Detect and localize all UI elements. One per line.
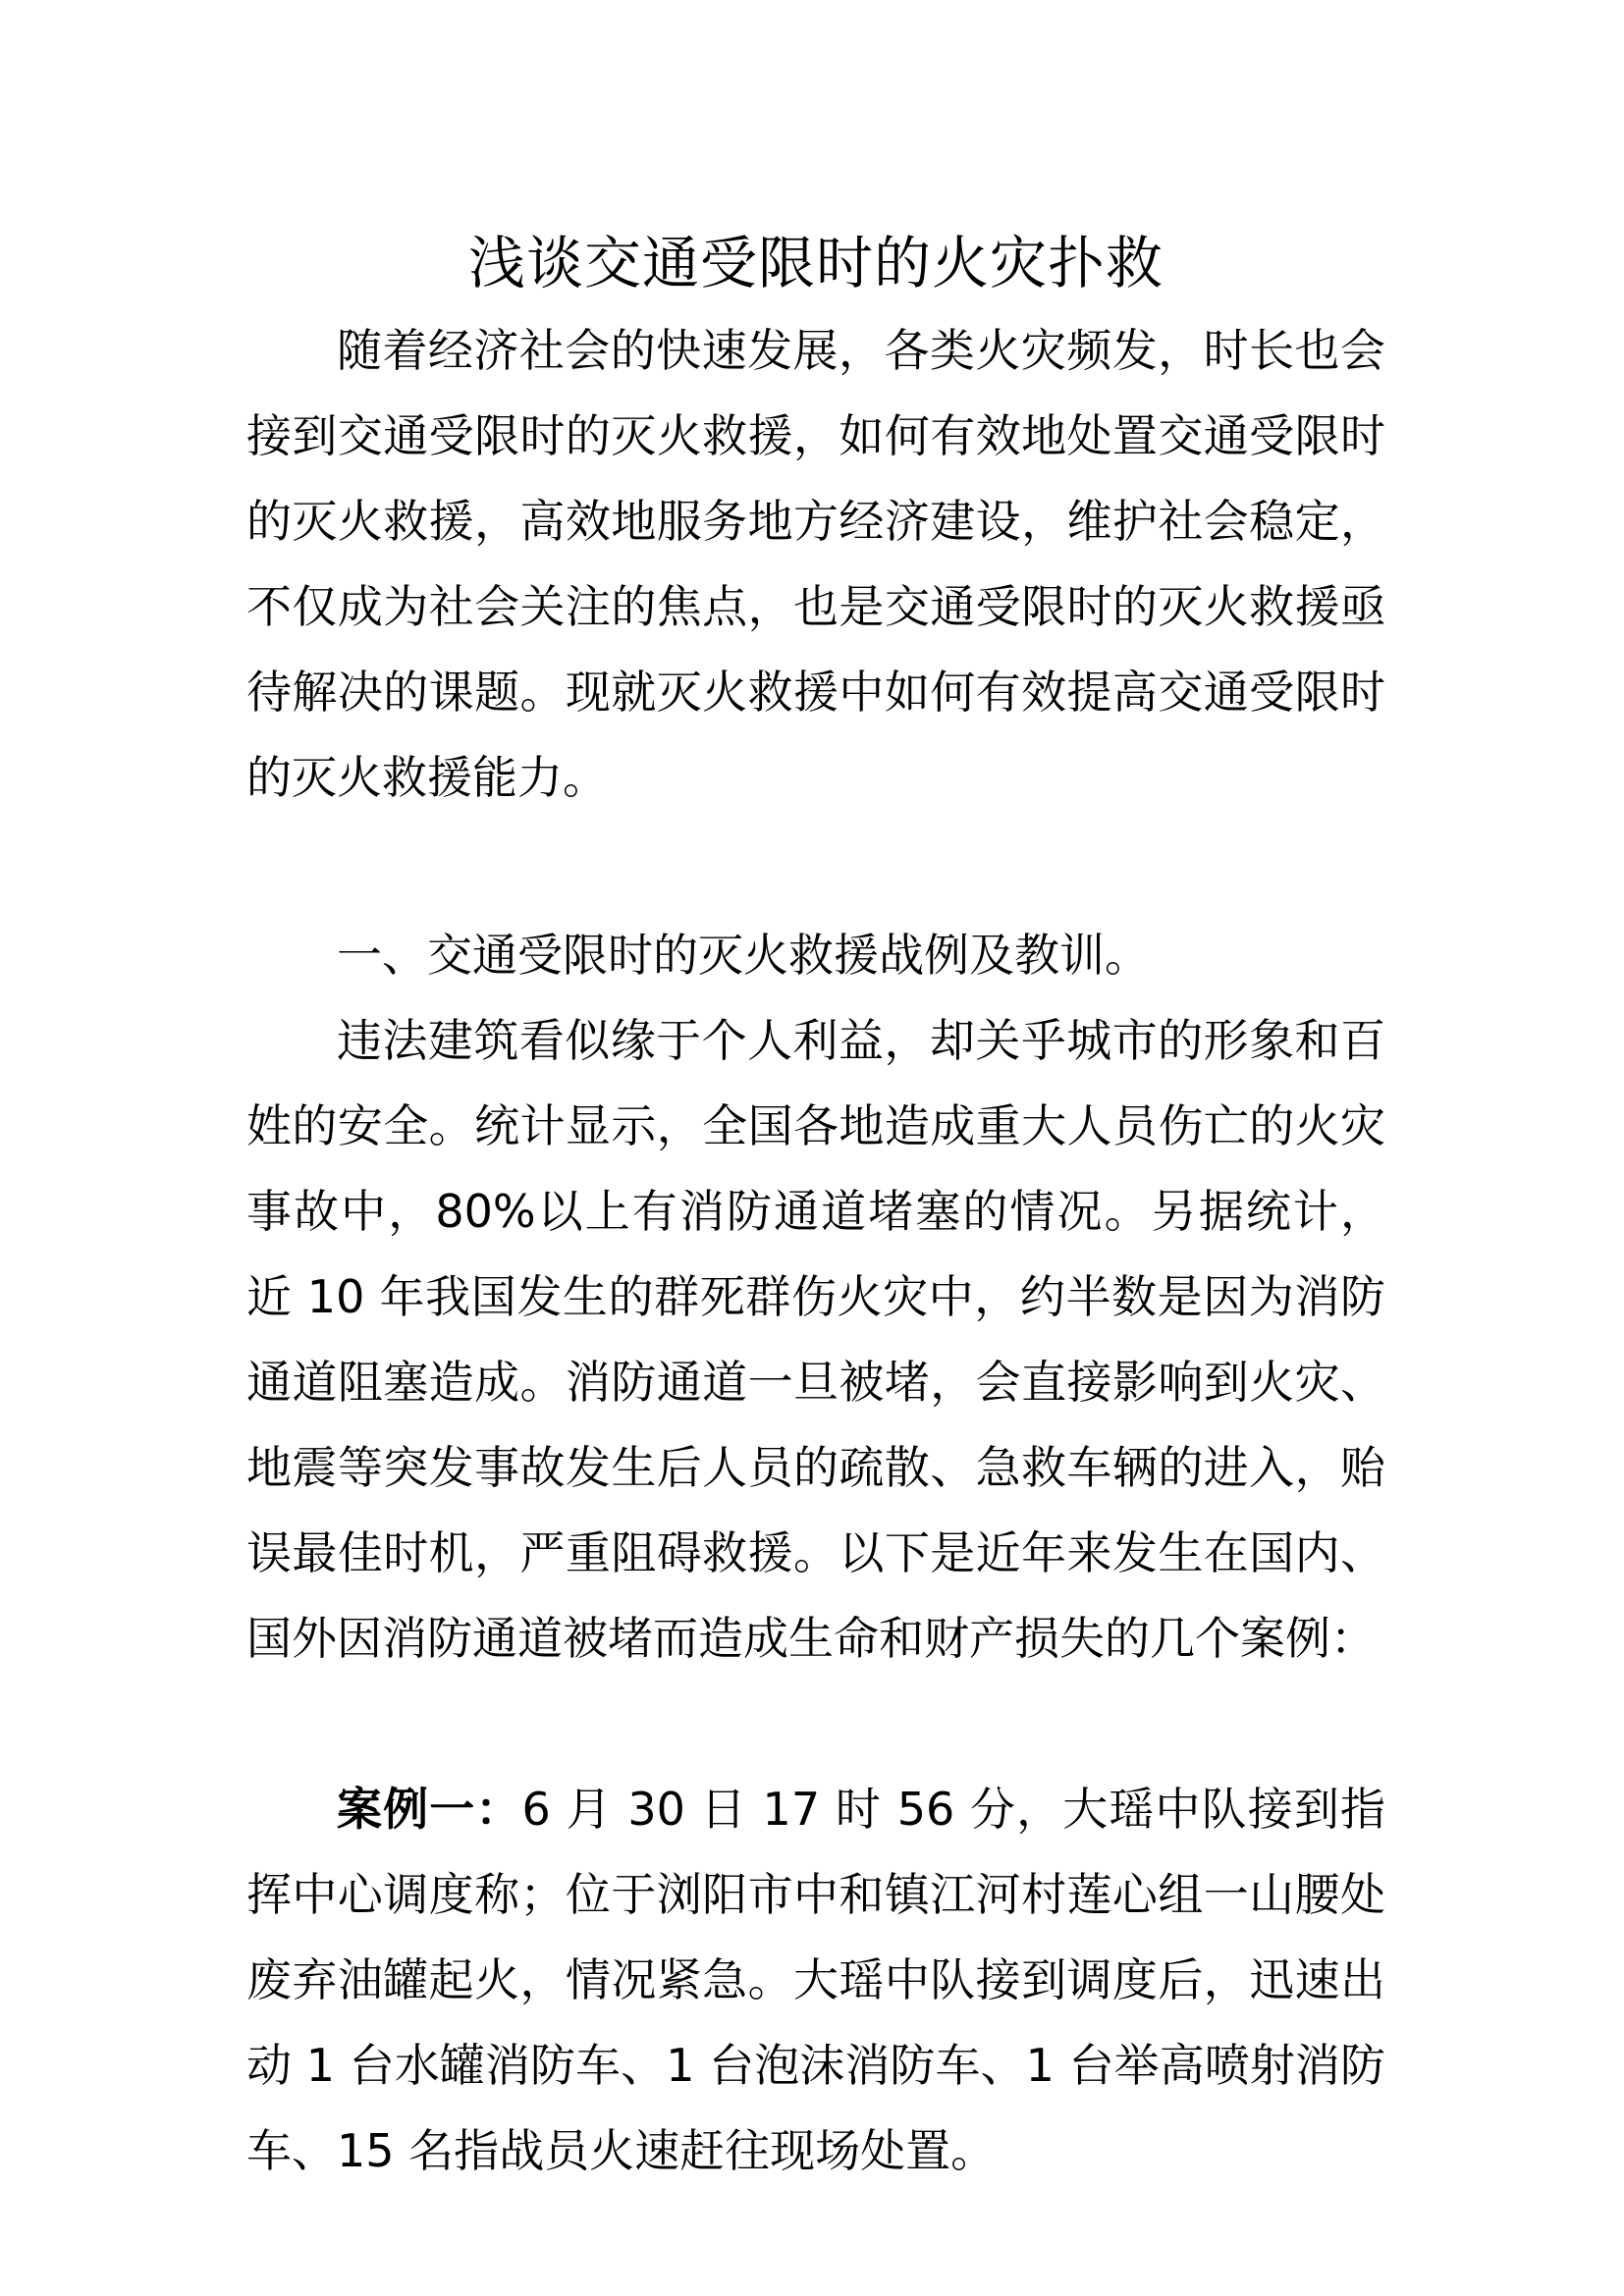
- intro-paragraph: 随着经济社会的快速发展，各类火灾频发，时长也会接到交通受限时的灭火救援，如何有效地处置交通受限时的灭火救援，高效地服务地方经济建设，维护社会稳定，不仅成为社会关注的焦点，也是交通受限时的灭火救援亟待解决的课题。现就灭火救援中如何有效提高交通受限时的灭火救援能力。: [246, 324, 1385, 804]
- case-one-text: 6 月 30 日 17 时 56 分，大瑶中队接到指挥中心调度称；位于浏阳市中和镇江河村莲心组一山腰处废弃油罐起火，情况紧急。大瑶中队接到调度后，迅速出动 1 台水罐消防车、1 台泡沫消防车、1 台举高喷射消防车、15 名指战员火速赶往现场处置。: [246, 1783, 1385, 2177]
- section-heading-one: 一、交通受限时的灭火救援战例及教训。: [337, 929, 1150, 982]
- case-one-label: 案例一：: [337, 1783, 522, 1836]
- document-body: [246, 218, 1385, 2194]
- document-title: 浅谈交通受限时的火灾扑救: [467, 230, 1164, 296]
- body-paragraph: 违法建筑看似缘于个人利益，却关乎城市的形象和百姓的安全。统计显示，全国各地造成重大人员伤亡的火灾事故中，80%以上有消防通道堵塞的情况。另据统计，近 10 年我国发生的群死群伤火灾中，约半数是因为消防通道阻塞造成。消防通道一旦被堵，会直接影响到火灾、地震等突发事故发生后人员的疏散、急救车辆的进入，贻误最佳时机，严重阻碍救援。以下是近年来发生在国内、国外因消防通道被堵而造成生命和财产损失的几个案例：: [246, 1014, 1385, 1665]
- case-one-paragraph: [246, 1767, 1385, 2194]
